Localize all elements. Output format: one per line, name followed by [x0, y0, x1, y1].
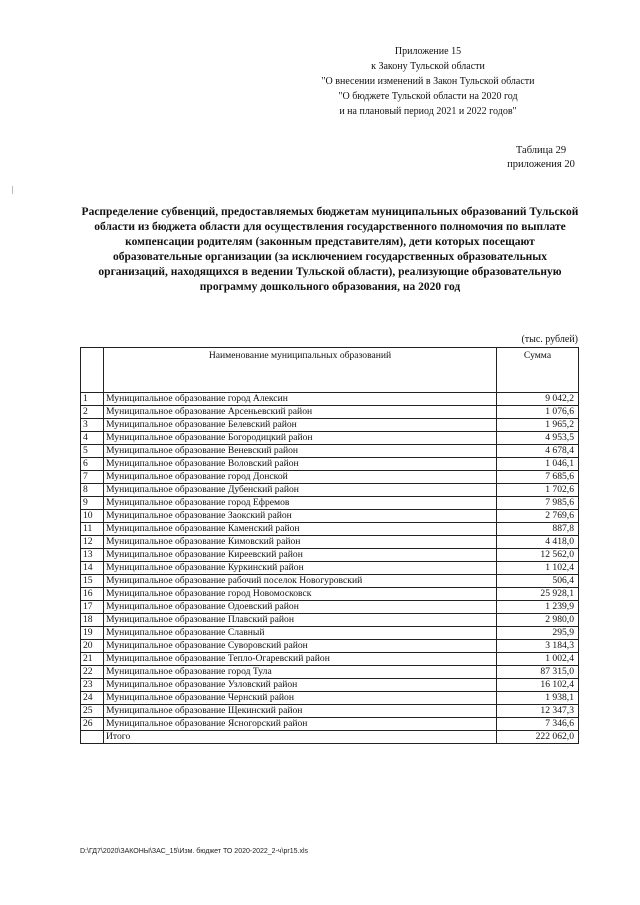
- table-body: [81, 393, 579, 731]
- document-title: Распределение субвенций, предоставляемых бюджетам муниципальных образований Тульской области из бюджета области для осуществления государственного полномочия по выплате компенсации родителям (законным представителям), дети которых посещают образовательные организации (за исключением государственных образовательных организаций, находящихся в ведении Тульской области), реализующие образовательную программу дошкольного образования, на 2020 год: [81, 206, 579, 293]
- row-sum: 7 685,6: [497, 471, 579, 484]
- row-number: 6: [81, 458, 104, 471]
- row-number: 2: [81, 406, 104, 419]
- row-name: Муниципальное образование Кимовский район: [104, 536, 497, 549]
- row-number: 20: [81, 640, 104, 653]
- table-row: [81, 484, 579, 497]
- row-number: 13: [81, 549, 104, 562]
- table-row: [81, 419, 579, 432]
- row-number: 23: [81, 679, 104, 692]
- appendix-line: "О внесении изменений в Закон Тульской области: [321, 76, 535, 87]
- table-row: [81, 601, 579, 614]
- row-number: 5: [81, 445, 104, 458]
- row-sum: 1 076,6: [497, 406, 579, 419]
- row-sum: 7 985,6: [497, 497, 579, 510]
- row-name: Муниципальное образование Узловский район: [104, 679, 497, 692]
- table-row: [81, 692, 579, 705]
- row-sum: 2 769,6: [497, 510, 579, 523]
- row-sum: 3 184,3: [497, 640, 579, 653]
- row-name: Муниципальное образование город Тула: [104, 666, 497, 679]
- row-sum: 506,4: [497, 575, 579, 588]
- row-sum: 1 702,6: [497, 484, 579, 497]
- table-appendix: приложения 20: [507, 159, 575, 170]
- table-row: [81, 406, 579, 419]
- row-sum: 4 953,5: [497, 432, 579, 445]
- table-row: [81, 510, 579, 523]
- row-name: Муниципальное образование Ясногорский район: [104, 718, 497, 731]
- table-header-row: [81, 348, 579, 393]
- row-number: 22: [81, 666, 104, 679]
- row-name: Муниципальное образование Куркинский район: [104, 562, 497, 575]
- row-number: 10: [81, 510, 104, 523]
- row-sum: 2 980,0: [497, 614, 579, 627]
- appendix-line: к Закону Тульской области: [371, 61, 485, 72]
- row-sum: 1 938,1: [497, 692, 579, 705]
- row-sum: 1 965,2: [497, 419, 579, 432]
- row-sum: 1 002,4: [497, 653, 579, 666]
- table-row: [81, 536, 579, 549]
- margin-mark: [12, 186, 13, 194]
- row-number: 18: [81, 614, 104, 627]
- row-number: 3: [81, 419, 104, 432]
- total-label: Итого: [104, 731, 497, 744]
- header-name: Наименование муниципальных образований: [104, 348, 497, 393]
- row-name: Муниципальное образование Дубенский район: [104, 484, 497, 497]
- row-sum: 295,9: [497, 627, 579, 640]
- table-row: [81, 679, 579, 692]
- row-sum: 16 102,4: [497, 679, 579, 692]
- row-name: Муниципальное образование Богородицкий район: [104, 432, 497, 445]
- table-row: [81, 549, 579, 562]
- row-number: 21: [81, 653, 104, 666]
- appendix-line: "О бюджете Тульской области на 2020 год: [338, 91, 518, 102]
- row-sum: 7 346,6: [497, 718, 579, 731]
- table-row: [81, 497, 579, 510]
- row-name: Муниципальное образование Щекинский район: [104, 705, 497, 718]
- row-name: Муниципальное образование Каменский район: [104, 523, 497, 536]
- row-name: Муниципальное образование город Новомосковск: [104, 588, 497, 601]
- table-number: Таблица 29: [515, 145, 567, 156]
- table-row: [81, 627, 579, 640]
- table-row: [81, 705, 579, 718]
- unit-label: (тыс. рублей): [521, 334, 578, 345]
- row-name: Муниципальное образование город Ефремов: [104, 497, 497, 510]
- row-name: Муниципальное образование Белевский район: [104, 419, 497, 432]
- table-row: [81, 718, 579, 731]
- table-row: [81, 523, 579, 536]
- row-number: 16: [81, 588, 104, 601]
- row-name: Муниципальное образование рабочий поселок Новогуровский: [104, 575, 497, 588]
- table-row: [81, 614, 579, 627]
- table-row: [81, 432, 579, 445]
- total-sum: 222 062,0: [497, 731, 579, 744]
- appendix-line: Приложение 15: [394, 46, 462, 57]
- row-name: Муниципальное образование Арсеньевский район: [104, 406, 497, 419]
- row-number: 8: [81, 484, 104, 497]
- total-row: [81, 731, 579, 744]
- row-name: Муниципальное образование город Алексин: [104, 393, 497, 406]
- appendix-block: [278, 44, 578, 119]
- table-row: [81, 640, 579, 653]
- row-name: Муниципальное образование Чернский район: [104, 692, 497, 705]
- row-name: Муниципальное образование Славный: [104, 627, 497, 640]
- table-row: [81, 562, 579, 575]
- row-sum: 25 928,1: [497, 588, 579, 601]
- row-number: 25: [81, 705, 104, 718]
- row-sum: 4 418,0: [497, 536, 579, 549]
- row-number: 15: [81, 575, 104, 588]
- row-name: Муниципальное образование Плавский район: [104, 614, 497, 627]
- table-row: [81, 471, 579, 484]
- row-number: 24: [81, 692, 104, 705]
- row-number: 7: [81, 471, 104, 484]
- row-number: 14: [81, 562, 104, 575]
- row-sum: 887,8: [497, 523, 579, 536]
- row-sum: 87 315,0: [497, 666, 579, 679]
- table-row: [81, 393, 579, 406]
- appendix-line: и на плановый период 2021 и 2022 годов": [339, 106, 517, 117]
- row-name: Муниципальное образование Заокский район: [104, 510, 497, 523]
- row-sum: 12 562,0: [497, 549, 579, 562]
- row-sum: 12 347,3: [497, 705, 579, 718]
- row-sum: 9 042,2: [497, 393, 579, 406]
- table-row: [81, 666, 579, 679]
- file-path: D:\ГД7\2020\ЗАКОНЫ\ЗАС_15\Изм. бюджет ТО 2020-2022_2-ч\pr15.xls: [80, 848, 308, 855]
- table-row: [81, 575, 579, 588]
- row-name: Муниципальное образование Тепло-Огаревский район: [104, 653, 497, 666]
- row-sum: 1 046,1: [497, 458, 579, 471]
- row-number: 1: [81, 393, 104, 406]
- row-name: Муниципальное образование Воловский район: [104, 458, 497, 471]
- row-name: Муниципальное образование город Донской: [104, 471, 497, 484]
- row-number: 19: [81, 627, 104, 640]
- row-name: Муниципальное образование Суворовский район: [104, 640, 497, 653]
- table-reference: [496, 144, 586, 172]
- allocation-table: [80, 347, 579, 744]
- row-sum: 4 678,4: [497, 445, 579, 458]
- row-number: 4: [81, 432, 104, 445]
- header-number: [81, 348, 104, 393]
- row-number: 11: [81, 523, 104, 536]
- row-number: 12: [81, 536, 104, 549]
- row-name: Муниципальное образование Веневский район: [104, 445, 497, 458]
- row-number: 9: [81, 497, 104, 510]
- row-name: Муниципальное образование Киреевский район: [104, 549, 497, 562]
- table-row: [81, 588, 579, 601]
- row-name: Муниципальное образование Одоевский район: [104, 601, 497, 614]
- table-row: [81, 458, 579, 471]
- table-row: [81, 653, 579, 666]
- row-number: 26: [81, 718, 104, 731]
- row-sum: 1 102,4: [497, 562, 579, 575]
- total-number: [81, 731, 104, 744]
- table-row: [81, 445, 579, 458]
- row-number: 17: [81, 601, 104, 614]
- header-sum: Сумма: [497, 348, 579, 393]
- row-sum: 1 239,9: [497, 601, 579, 614]
